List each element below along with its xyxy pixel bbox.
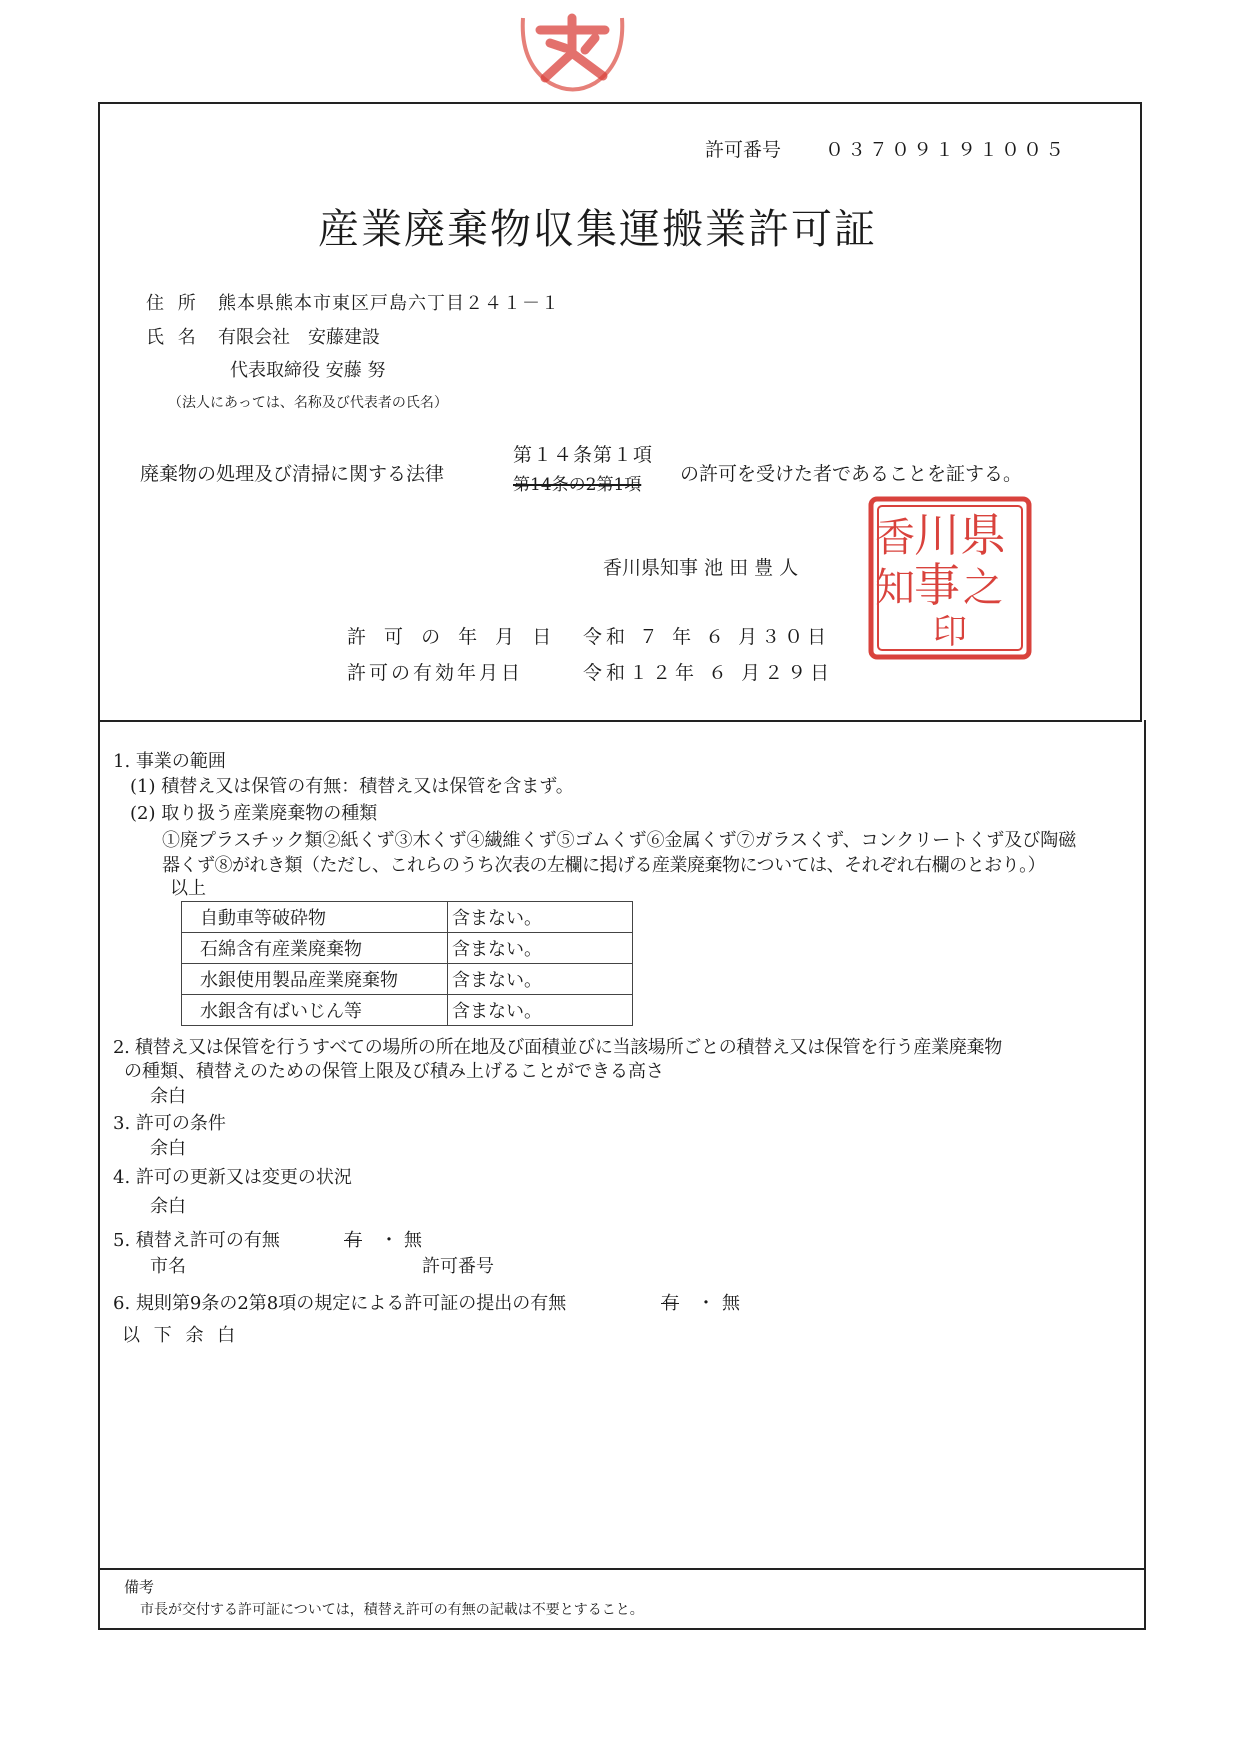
waste-types-line-2: 器くず⑧がれき類（ただし、これらのうち次表の左欄に掲げる産業廃棄物については、それぞれ右欄のとおり。） — [162, 855, 1046, 876]
exclusion-item: 石綿含有産業廃棄物 — [182, 933, 448, 964]
section-5-title: 5. 積替え許可の有無 — [113, 1230, 280, 1251]
table-row — [182, 902, 633, 933]
exclusion-item: 自動車等破砕物 — [182, 902, 448, 933]
notes-label: 備考 — [124, 1578, 155, 1596]
company-name: 有限会社 安藤建設 — [218, 327, 380, 348]
expiry-date-value: 令和１２年 ６ 月２９日 — [583, 662, 834, 684]
permit-number: ０３７０９１９１００５ — [825, 139, 1068, 161]
section-6-no: 無 — [722, 1293, 740, 1314]
page-title: 産業廃棄物収集運搬業許可証 — [318, 205, 877, 253]
exclusion-status: 含まない。 — [448, 902, 633, 933]
section-5-separator: ・ — [380, 1230, 398, 1251]
exclusion-status: 含まない。 — [448, 933, 633, 964]
notes-divider — [98, 1568, 1146, 1570]
waste-types-end: 以上 — [170, 878, 206, 899]
section-6-title: 6. 規則第9条の2第8項の規定による許可証の提出の有無 — [113, 1293, 567, 1314]
exclusions-table — [181, 901, 633, 1026]
article-applied: 第１４条第１項 — [513, 444, 654, 466]
waste-types-line-1: ①廃プラスチック類②紙くず③木くず④繊維くず⑤ゴムくず⑥金属くず⑦ガラスくず、コンクリートくず及び陶磁 — [162, 830, 1077, 851]
name-note: （法人にあっては、名称及び代表者の氏名） — [168, 395, 448, 411]
section-6-separator: ・ — [697, 1293, 715, 1314]
svg-text:知: 知 — [875, 565, 915, 611]
exclusion-status: 含まない。 — [448, 964, 633, 995]
svg-text:事: 事 — [914, 558, 960, 612]
representative-name: 代表取締役 安藤 努 — [230, 360, 386, 381]
end-text: 以 下 余 白 — [122, 1325, 240, 1346]
section-3-value: 余白 — [150, 1138, 186, 1159]
section-1-1: (1) 積替え又は保管の有無：積替え又は保管を含まず。 — [130, 776, 574, 797]
name-label: 氏 名 — [146, 327, 200, 348]
exclusion-status: 含まない。 — [448, 995, 633, 1026]
governor-seal-stamp — [865, 493, 1035, 663]
section-6-yes-struck: 有 — [661, 1293, 679, 1314]
section-4-value: 余白 — [150, 1196, 186, 1217]
section-5-city-label: 市名 — [150, 1256, 186, 1277]
section-4-title: 4. 許可の更新又は変更の状況 — [113, 1167, 352, 1188]
article-struck: 第14条の2第1項 — [513, 475, 642, 495]
section-3-title: 3. 許可の条件 — [113, 1113, 226, 1134]
svg-text:川: 川 — [914, 508, 960, 562]
expiry-date-label: 許可の有効年月日 — [347, 662, 524, 684]
notes-text: 市長が交付する許可証については，積替え許可の有無の記載は不要とすること。 — [140, 1602, 644, 1618]
table-row — [182, 964, 633, 995]
issue-date-value: 令和 ７ 年 ６ 月３０日 — [583, 626, 831, 648]
section-2-title-line-1: 2. 積替え又は保管を行うすべての場所の所在地及び面積並びに当該場所ごとの積替え又は保管を行う産業廃棄物 — [113, 1037, 1002, 1058]
section-5-no: 無 — [404, 1230, 422, 1251]
svg-text:香: 香 — [875, 515, 915, 561]
table-row — [182, 995, 633, 1026]
section-1-2: (2) 取り扱う産業廃棄物の種類 — [130, 803, 378, 824]
exclusion-item: 水銀使用製品産業廃棄物 — [182, 964, 448, 995]
section-5-permit-label: 許可番号 — [422, 1256, 494, 1277]
address-value: 熊本県熊本市東区戸島六丁目２４１－１ — [218, 293, 560, 314]
issue-date-label: 許 可 の 年 月 日 — [347, 626, 558, 648]
permit-number-label: 許可番号 — [705, 139, 782, 161]
certification-suffix: の許可を受けた者であることを証する。 — [680, 463, 1023, 485]
law-prefix: 廃棄物の処理及び清掃に関する法律 — [140, 463, 445, 485]
exclusion-item: 水銀含有ばいじん等 — [182, 995, 448, 1026]
svg-text:印: 印 — [933, 612, 967, 652]
table-row — [182, 933, 633, 964]
issuer-name: 香川県知事 池 田 豊 人 — [603, 557, 799, 579]
section-1-title: 1. 事業の範囲 — [113, 751, 226, 772]
section-2-value: 余白 — [150, 1086, 186, 1107]
section-5-yes-struck: 有 — [344, 1230, 362, 1251]
address-label: 住 所 — [146, 293, 200, 314]
svg-text:之: 之 — [963, 565, 1003, 611]
svg-text:県: 県 — [960, 508, 1006, 562]
section-2-title-line-2: の種類、積替えのための保管上限及び積み上げることができる高さ — [124, 1061, 664, 1082]
top-seal-stamp — [505, 8, 640, 98]
